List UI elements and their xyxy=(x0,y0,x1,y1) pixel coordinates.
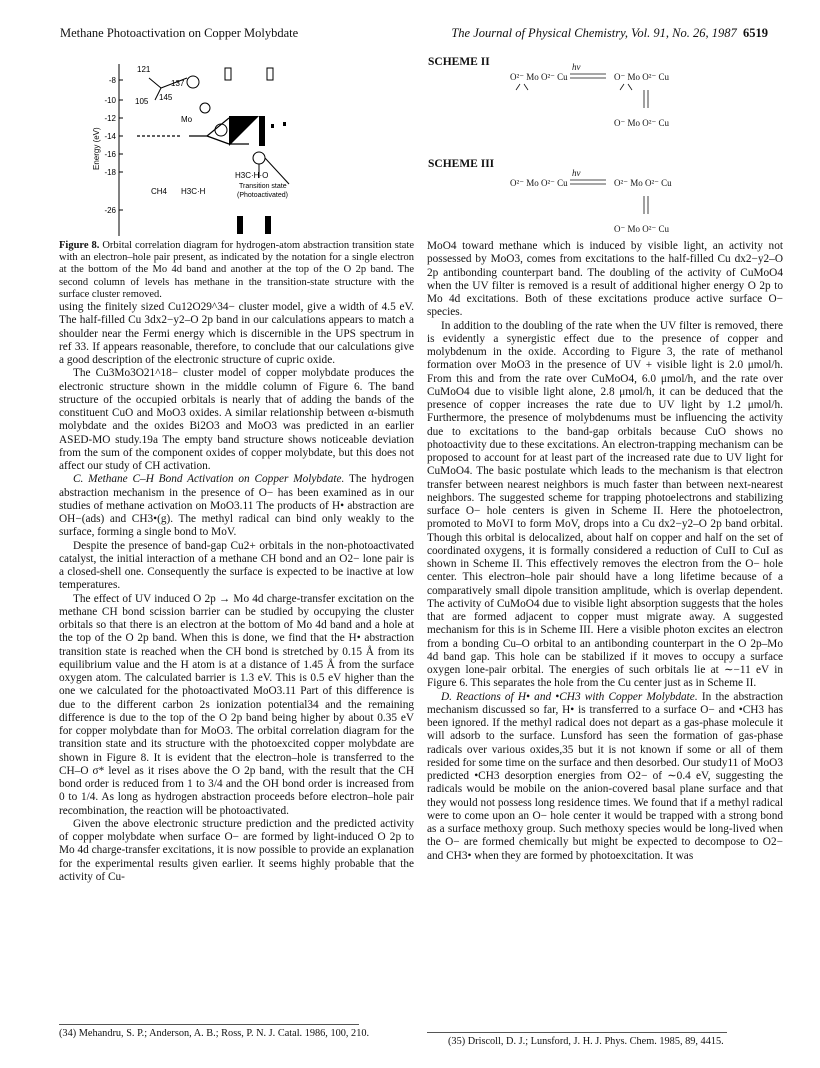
running-header-title: Methane Photoactivation on Copper Molybdate xyxy=(60,26,299,40)
svg-text:O⁻ Mo O²⁻ Cu: O⁻ Mo O²⁻ Cu xyxy=(614,224,669,234)
label-105: 105 xyxy=(135,97,149,106)
caption-label: Figure 8. xyxy=(59,240,100,251)
footnote-rule xyxy=(427,1032,727,1033)
tick-label: -10 xyxy=(104,96,116,105)
scheme-iii-title: SCHEME III xyxy=(428,158,495,170)
right-column xyxy=(427,240,783,863)
orbital-correlation-diagram xyxy=(89,60,339,238)
tick-label: -26 xyxy=(104,206,116,215)
section-heading: D. Reactions of H• and •CH3 with Copper Molybdate. xyxy=(441,690,698,703)
hv-label: hν xyxy=(572,168,581,178)
axis-label: Energy (eV) xyxy=(92,127,101,170)
label-transition-state: Transition state xyxy=(239,183,287,190)
paragraph-text: The hydrogen abstraction mechanism in the presence of O− has been examined as in our studies of methane activation on MoO3.11 The products of H• abstraction are OH−(ads) and CH3•(g). The methyl radical can bind only weakly to the surface, forming a single bond to MoV. xyxy=(59,473,414,539)
label-h3ch: H3C·H xyxy=(181,187,206,196)
tick-label: -16 xyxy=(104,150,116,159)
scheme-ii-diagram xyxy=(510,62,710,142)
scheme-iii-diagram xyxy=(510,168,710,244)
paragraph-section-c xyxy=(59,473,414,539)
label-photoactivated: (Photoactivated) xyxy=(237,192,288,199)
paragraph: The Cu3Mo3O21^18− cluster model of copper molybdate produces the electronic structure shown in the middle column of Figure 6. The band structure of the occupied orbitals is nearly that of adding the bands of the constituent CuO and MoO3 oxides. A similar relationship between α-bismuth molybdate and the oxides Bi2O3 and MoO3 was predicted in an earlier ASED-MO study.19a The empty band structure shows noticeable deviation from the sum of the component oxides of copper molybdate, but this does not affect our study of CH activation. xyxy=(59,367,414,473)
svg-text:O⁻ Mo O²⁻ Cu: O⁻ Mo O²⁻ Cu xyxy=(614,118,669,128)
label-145: 145 xyxy=(159,93,173,102)
svg-text:O²⁻ Mo O²⁻ Cu: O²⁻ Mo O²⁻ Cu xyxy=(510,72,568,82)
figure-8-caption xyxy=(59,240,414,301)
tick-label: -12 xyxy=(104,114,116,123)
hv-label: hν xyxy=(572,62,581,72)
label-137: 137 xyxy=(171,79,185,88)
label-121: 121 xyxy=(137,65,151,74)
left-column xyxy=(59,60,414,884)
tick-label: -14 xyxy=(104,132,116,141)
svg-text:O²⁻ Mo O²⁻ Cu: O²⁻ Mo O²⁻ Cu xyxy=(614,178,672,188)
svg-text:O²⁻ Mo O²⁻ Cu: O²⁻ Mo O²⁻ Cu xyxy=(510,178,568,188)
tick-label: -18 xyxy=(104,168,116,177)
label-ch4: CH4 xyxy=(151,187,168,196)
figure-8 xyxy=(89,60,339,240)
footnote-rule xyxy=(59,1024,359,1025)
caption-text: Orbital correlation diagram for hydrogen-atom abstraction transition state with an electron–hole pair present, as indicated by the notation for a single electron at the bottom of the Mo 4d band and another at the top of the O 2p band. The second column of levels has methane in the transition-state structure with the surface cluster removed. xyxy=(59,240,414,300)
paragraph: The effect of UV induced O 2p → Mo 4d charge-transfer excitation on the methane CH bond scission barrier can be studied by occupying the cluster orbitals so that there is an electron at the bottom of Mo 4d band and a hole at the top of the O 2p band. When this is done, we find that the H• abstraction transition state is reached when the CH bond is stretched by 0.15 Å from its equilibrium value and the H atom is at a distance of 1.45 Å from the surface oxygen atom. The calculated barrier is 1.3 eV. This is 0.5 eV higher than the one we calculated for the photoactivated MoO3.11 Part of this difference is due to the different carbon 2s ionization potential34 and the remaining difference is due to the top of the O 2p band being higher by about 0.35 eV for copper molybdate than for MoO3. The orbital correlation diagram for the transition state and its structure with the photoexcited copper molybdate are shown in Figure 8. It is evident that the electron–hole is transferred to the CH–O σ* level as it rises above the O 2p band, with the result that the CH bond order is reduced from 1 to 3/4 and the OH bond order is increased from 0 to 1/4. As long as hydrogen abstraction proceeds before electron–hole pair recombination, the reaction will be photoactivated. xyxy=(59,592,414,817)
paragraph: Given the above electronic structure prediction and the predicted activity of copper molybdate when surface O− are formed by light-induced O 2p to Mo 4d charge-transfer excitations, it is now possible to provide an explanation for the experimental results given earlier. It seems highly probable that the activity of Cu- xyxy=(59,817,414,883)
footnote-35: (35) Driscoll, D. J.; Lunsford, J. H. J. Phys. Chem. 1985, 89, 4415. xyxy=(448,1036,724,1047)
footnote-34: (34) Mehandru, S. P.; Anderson, A. B.; Ross, P. N. J. Catal. 1986, 100, 210. xyxy=(59,1028,370,1039)
scheme-ii-title: SCHEME II xyxy=(428,56,490,68)
paragraph: MoO4 toward methane which is induced by visible light, an activity not possessed by MoO3, comes from excitations to the half-filled Cu dx2−y2–O 2p antibonding counterpart band. The doubling of the activity of CuMoO4 when the UV filter is removed is a result of additional higher energy O 2p to Mo 4d excitations. Both of these excitations produce active surface O− species. xyxy=(427,240,783,319)
paragraph-section-d xyxy=(427,691,783,863)
journal-citation: The Journal of Physical Chemistry, Vol. 91, No. 26, 1987 xyxy=(451,26,737,40)
tick-label: -8 xyxy=(108,76,116,85)
paragraph: using the finitely sized Cu12O29^34− cluster model, give a width of 4.5 eV. The half-filled Cu 3dx2−y2–O 2p band in our calculations appears to match a shoulder near the Fermi energy which is discernible in the UPS spectrum in ref 33. If appears reasonable, therefore, to conclude that our calculations give a good description of the electronic structure of cupric oxide. xyxy=(59,301,414,367)
svg-text:O⁻ Mo O²⁻ Cu: O⁻ Mo O²⁻ Cu xyxy=(614,72,669,82)
page-number: 6519 xyxy=(743,26,768,40)
running-header-journal xyxy=(451,26,768,41)
paragraph: In addition to the doubling of the rate when the UV filter is removed, there is evidently a synergistic effect due to the presence of copper and molybdenum in the oxide. According to Figure 3, the rate of methanol formation over MoO3 in the presence of UV + visible light is 2.0 μmol/h. From this and from the rate over CuMoO4, 6.0 μmol/h, and the rate over CuMoO4 due to visible light alone, 2.8 μmol/h, it can be deduced that the presence of copper increases the rate due to UV light by 1.2 μmol/h. Furthermore, the presence of molybdenums must be influencing the activity due to excitations to the band-gap orbitals because CuO shows no photoactivity due to these excitations. An electron-trapping mechanism can be proposed to account for at least part of the increased rate due to UV light for CuMoO4. The basic postulate which leads to the mechanism is that electron transfer between nearest neighbors is much faster than between next-nearest neighbors. The suggested scheme for trapping photoelectrons and stabilizing surface O− hole centers is given in Scheme II. Here the photoelectron, promoted to MoVI to form MoV, drops into a Cu dx2−y2–O 2p band orbital. Though this orbital is delocalized, about half on copper and half on the set of coordinated oxygens, it is formally considered a reduction of CuII to CuI as shown in Scheme II. This effectively removes the electron from the O− hole center. This electron–hole pair should have a long lifetime because of a comparatively small dipole transition amplitude, which is overlap dependent. The activity of CuMoO4 due to visible light absorption suggests that the holes that are formed adjacent to copper must migrate away. A suggested mechanism for this is in Scheme III. Here a visible photon excites an electron from a bonding Cu–O orbital to an antibonding counterpart in the O 2p–Mo 4d band gap. This hole can be stabilized if it moves to occupy a surface oxygen lone-pair orbital. The energies of such orbitals lie at ∼−11 eV in Figure 6. This separates the hole from the Cu center just as in Scheme II. xyxy=(427,319,783,690)
paragraph: Despite the presence of band-gap Cu2+ orbitals in the non-photoactivated catalyst, the initial interaction of a methane CH bond and an O2− lone pair is a closed-shell one. Consequently the surface is expected to be inactive at low temperatures. xyxy=(59,539,414,592)
label-h3coh: H3C·H·O xyxy=(235,171,269,180)
paragraph-text: In the abstraction mechanism discussed so far, H• is transferred to a surface O− and •CH3 has been ignored. If the methyl radical does not depart as a gas-phase molecule it will adsorb to the surface. Lunsford has seen the formation of gas-phase radicals over various oxides,35 but it is not known if some or all of them resided for some time on the surface and then desorbed. Our study11 of MoO3 predicted •CH3 desorption energies from O2− of ∼0.4 eV, suggesting the radicals would be mobile on the anion-covered basal plane surface and that they would not possess long residence times. We found that if a methyl radical were to come upon an O− hole center it would be trapped with a strong bond as a surface methoxy group. Such methoxy species would be long-lived when the O− are formed chemically but might be expected to decompose to O2− and CH3• when they are formed by photoexcitation. It was xyxy=(427,690,783,862)
section-heading: C. Methane C–H Bond Activation on Copper Molybdate. xyxy=(73,473,345,486)
label-mo: Mo xyxy=(181,115,193,124)
